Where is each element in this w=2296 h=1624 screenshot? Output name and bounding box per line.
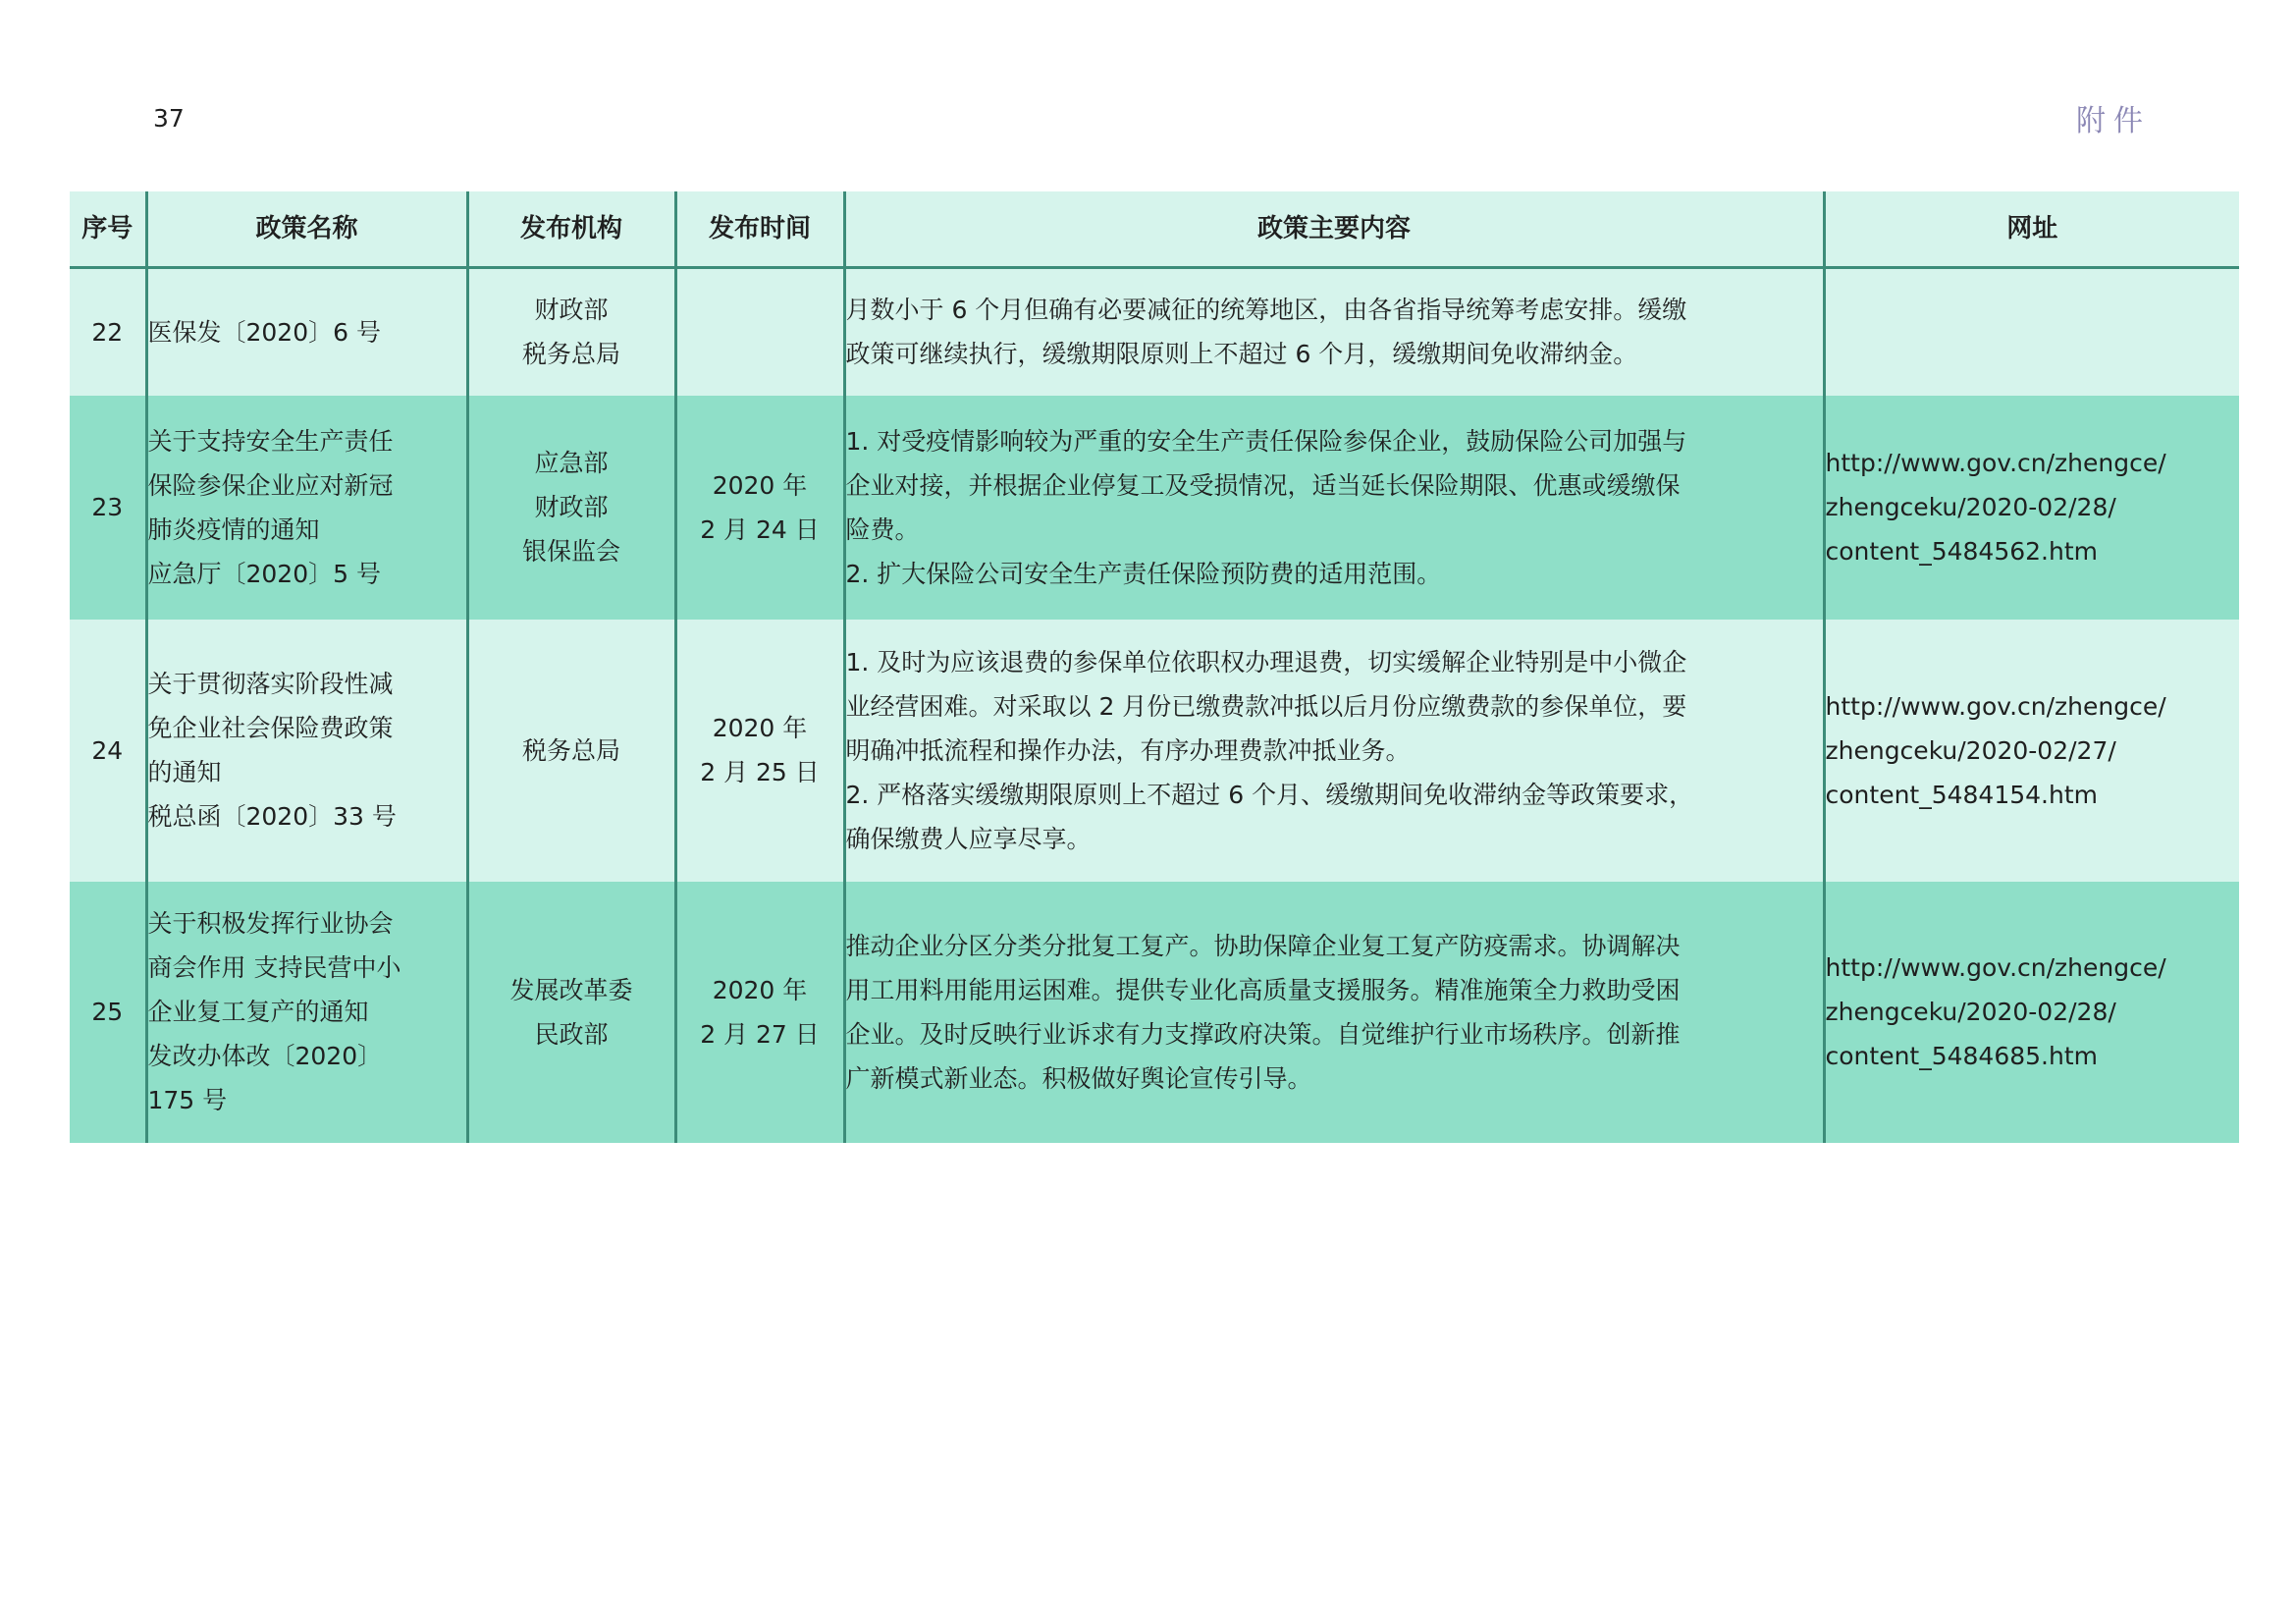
cell-line: 2 月 25 日 [700, 758, 820, 786]
url-link-line[interactable]: zhengceku/2020-02/28/ [1825, 998, 2116, 1026]
cell-url [1824, 620, 2239, 882]
cell-date [675, 396, 844, 620]
section-label: 附件 [2076, 104, 2151, 138]
url-link-line[interactable]: http://www.gov.cn/zhengce/ [1825, 953, 2166, 982]
cell-seq: 24 [70, 620, 146, 882]
cell-line: 关于支持安全生产责任 [147, 426, 394, 456]
cell-line: 发改办体改〔2020〕 [147, 1042, 383, 1070]
cell-line: 确保缴费人应享尽享。 [845, 824, 1092, 853]
cell-line: 财政部 [534, 296, 609, 325]
cell-line: 民政部 [534, 1019, 609, 1049]
cell-line: 月数小于 6 个月但确有必要减征的统筹地区，由各省指导统筹考虑安排。缓缴 [845, 296, 1687, 325]
cell-line: 1. 对受疫情影响较为严重的安全生产责任保险参保企业，鼓励保险公司加强与 [845, 426, 1687, 456]
url-link-line[interactable]: content_5484562.htm [1825, 537, 2099, 566]
cell-line: 险费。 [845, 514, 920, 544]
cell-line: 应急厅〔2020〕5 号 [147, 559, 381, 588]
cell-line: 2 月 24 日 [700, 514, 820, 544]
cell-content [844, 268, 1824, 396]
cell-content [844, 396, 1824, 620]
cell-line: 2 月 27 日 [700, 1019, 820, 1049]
cell-line: 2020 年 [712, 714, 808, 742]
cell-line: 的通知 [147, 758, 222, 786]
cell-line: 2020 年 [712, 975, 808, 1004]
cell-line: 政策可继续执行，缓缴期限原则上不超过 6 个月，缓缴期间免收滞纳金。 [845, 340, 1638, 369]
page-number: 37 [153, 104, 185, 133]
cell-line: 企业。及时反映行业诉求有力支撑政府决策。自觉维护行业市场秩序。创新推 [845, 1019, 1681, 1049]
cell-line: 免企业社会保险费政策 [147, 714, 394, 742]
cell-line: 2. 严格落实缓缴期限原则上不超过 6 个月、缓缴期间免收滞纳金等政策要求， [845, 780, 1694, 809]
table-row [70, 620, 2239, 882]
cell-seq: 22 [70, 268, 146, 396]
cell-line: 1. 及时为应该退费的参保单位依职权办理退费，切实缓解企业特别是中小微企 [845, 647, 1687, 677]
cell-line: 175 号 [147, 1086, 228, 1114]
table-header-row [70, 191, 2239, 268]
cell-issuer [467, 396, 675, 620]
column-header-policy-name: 政策名称 [146, 191, 467, 268]
url-link-line[interactable]: http://www.gov.cn/zhengce/ [1825, 691, 2166, 721]
cell-url [1824, 882, 2239, 1143]
table-row [70, 396, 2239, 620]
cell-line: 应急部 [534, 449, 609, 477]
cell-line: 企业复工复产的通知 [147, 998, 369, 1026]
cell-line: 财政部 [534, 493, 609, 521]
cell-line: 广新模式新业态。积极做好舆论宣传引导。 [845, 1063, 1312, 1093]
cell-date [675, 882, 844, 1143]
cell-line: 保险参保企业应对新冠 [147, 470, 394, 500]
cell-date [675, 620, 844, 882]
cell-issuer [467, 620, 675, 882]
cell-line: 关于贯彻落实阶段性减 [147, 670, 394, 698]
policy-table [70, 191, 2239, 1143]
url-link-line[interactable]: http://www.gov.cn/zhengce/ [1825, 449, 2166, 477]
cell-line: 银保监会 [521, 537, 620, 566]
cell-seq: 25 [70, 882, 146, 1143]
url-link-line[interactable]: zhengceku/2020-02/28/ [1825, 493, 2116, 521]
cell-line: 明确冲抵流程和操作办法，有序办理费款冲抵业务。 [845, 735, 1411, 765]
cell-line: 企业对接，并根据企业停复工及受损情况，适当延长保险期限、优惠或缓缴保 [845, 470, 1681, 500]
cell-line: 肺炎疫情的通知 [147, 514, 320, 544]
cell-issuer [467, 268, 675, 396]
url-link-line[interactable]: content_5484154.htm [1825, 780, 2099, 809]
column-header-url: 网址 [1824, 191, 2239, 268]
cell-policy-name [146, 268, 467, 396]
column-header-date: 发布时间 [675, 191, 844, 268]
cell-policy-name [146, 620, 467, 882]
cell-content [844, 882, 1824, 1143]
cell-line: 医保发〔2020〕6 号 [147, 317, 381, 347]
cell-line: 2020 年 [712, 470, 808, 500]
cell-line: 税务总局 [521, 340, 620, 369]
cell-line: 业经营困难。对采取以 2 月份已缴费款冲抵以后月份应缴费款的参保单位，要 [845, 691, 1687, 721]
cell-line: 税务总局 [521, 735, 620, 765]
cell-policy-name [146, 882, 467, 1143]
cell-line: 税总函〔2020〕33 号 [147, 802, 397, 831]
cell-date [675, 268, 844, 396]
cell-line: 推动企业分区分类分批复工复产。协助保障企业复工复产防疫需求。协调解决 [845, 931, 1681, 960]
cell-line: 关于积极发挥行业协会 [147, 909, 394, 938]
cell-line: 用工用料用能用运困难。提供专业化高质量支援服务。精准施策全力救助受困 [845, 975, 1681, 1004]
cell-policy-name [146, 396, 467, 620]
cell-url [1824, 268, 2239, 396]
cell-content [844, 620, 1824, 882]
table-row [70, 882, 2239, 1143]
column-header-content: 政策主要内容 [844, 191, 1824, 268]
url-link-line[interactable]: zhengceku/2020-02/27/ [1825, 735, 2116, 765]
column-header-issuer: 发布机构 [467, 191, 675, 268]
cell-line: 2. 扩大保险公司安全生产责任保险预防费的适用范围。 [845, 559, 1442, 588]
cell-line: 发展改革委 [509, 975, 633, 1004]
cell-issuer [467, 882, 675, 1143]
cell-seq: 23 [70, 396, 146, 620]
column-header-seq: 序号 [70, 191, 146, 268]
url-link-line[interactable]: content_5484685.htm [1825, 1042, 2099, 1070]
cell-line: 商会作用 支持民营中小 [147, 953, 401, 982]
table-row [70, 268, 2239, 396]
cell-url [1824, 396, 2239, 620]
